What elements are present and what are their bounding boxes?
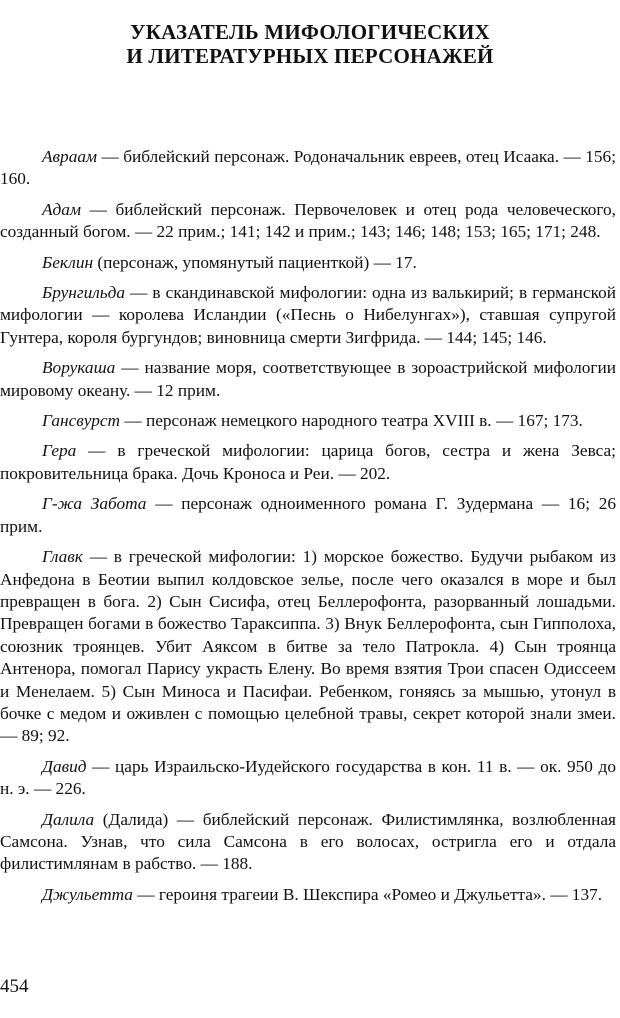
page-title-line-2: И ЛИТЕРАТУРНЫХ ПЕРСОНАЖЕЙ <box>126 44 494 69</box>
index-entry <box>0 357 616 402</box>
entry-term: Гера <box>42 441 77 461</box>
entry-term: Брунгильда <box>42 283 126 303</box>
index-entry <box>0 146 616 191</box>
entry-term: Авраам <box>42 147 98 166</box>
index-entry <box>0 756 616 801</box>
entry-text: (Далида) — библейский персонаж. Филистимлянка, возлюбленная Самсона. Узнав, что сила Самсона в его волосах, остригла его и отдала филистимлянам в рабство. — 188. <box>0 809 616 874</box>
entry-term: Главк <box>42 547 83 567</box>
page-title-line-1: УКАЗАТЕЛЬ МИФОЛОГИЧЕСКИХ <box>130 20 490 45</box>
entry-text: — героиня трагеии В. Шекспира «Ромео и Джульетта». — 137. <box>132 884 603 904</box>
index-entry <box>0 809 616 876</box>
index-entry <box>0 199 616 244</box>
entry-term: Беклин <box>42 252 94 272</box>
page-title <box>0 20 620 68</box>
entry-term: Далила <box>42 809 95 829</box>
entry-text: — в греческой мифологии: царица богов, сестра и жена Зевса; покровительница брака. Дочь Кроноса и Реи. — 202. <box>0 441 616 483</box>
entry-text: — название моря, соответствующее в зороастрийской мифологии мировому океану. — 12 прим. <box>0 358 616 400</box>
entry-term: Адам <box>42 199 81 219</box>
entry-text: — библейский персонаж. Первочеловек и отец рода человеческого, созданный богом. — 22 прим.; 141; 142 и прим.; 143; 146; 148; 153; 165; 171; 248. <box>0 199 616 242</box>
entry-text: — в греческой мифологии: 1) морское божество. Будучи рыбаком из Анфедона в Беотии выпил колдовское зелье, после чего оказался в море и был превращен в бога. 2) Сын Сисифа, отец Беллерофонта, разорванный лошадьми. Превращен богами в божество Тараксиппа. 3) Внук Беллерофонта, сын Гиппoлоха, союзник троянцев. Убит Аяксом в битве за тело Патрокла. 4) Сын троянца Антенора, помогал Парису украсть Елену. Во время взятия Трои спасен Одиссеем и Менелаем. 5) Сын Миноса и Пасифаи. Ребенком, гоняясь за мышью, утонул в бочке с медом и оживлен с помощью целебной травы, секрет которой знали змеи. — 89; 92. <box>0 547 616 746</box>
entry-term: Гансвурст <box>42 411 121 431</box>
entry-text: — библейский персонаж. Родоначальник евреев, отец Исаака. — 156; 160. <box>0 147 616 189</box>
entry-term: Г-жа Забота <box>42 494 147 514</box>
index-entries <box>0 146 616 914</box>
entry-text: — персонаж одноименного романа Г. Зудермана — 16; 26 прим. <box>0 494 617 536</box>
page-number: 454 <box>0 976 29 997</box>
index-entry <box>0 252 616 274</box>
index-entry <box>0 884 616 906</box>
entry-text: — царь Израильско-Иудейского государства в кон. 11 в. — ок. 950 до н. э. — 226. <box>0 756 616 799</box>
entry-term: Давид <box>42 756 87 776</box>
entry-term: Джульетта <box>42 884 133 904</box>
entry-text: (персонаж, упомянутый пациенткой) — 17. <box>93 252 417 272</box>
entry-text: — персонаж немецкого народного театра XVIII в. — 167; 173. <box>120 411 583 431</box>
index-entry <box>0 440 616 485</box>
index-entry <box>0 282 616 349</box>
index-entry <box>0 546 616 748</box>
entry-term: Ворукаша <box>42 358 116 378</box>
entry-text: — в скандинавской мифологии: одна из валькирий; в германской мифологии — королева Исландии («Песнь о Нибелунгах»), ставшая супругой Гунтера, короля бургундов; виновница смерти Зигфрида. — 144; 145; 146. <box>0 283 616 347</box>
index-entry <box>0 493 616 538</box>
index-entry <box>0 410 616 432</box>
